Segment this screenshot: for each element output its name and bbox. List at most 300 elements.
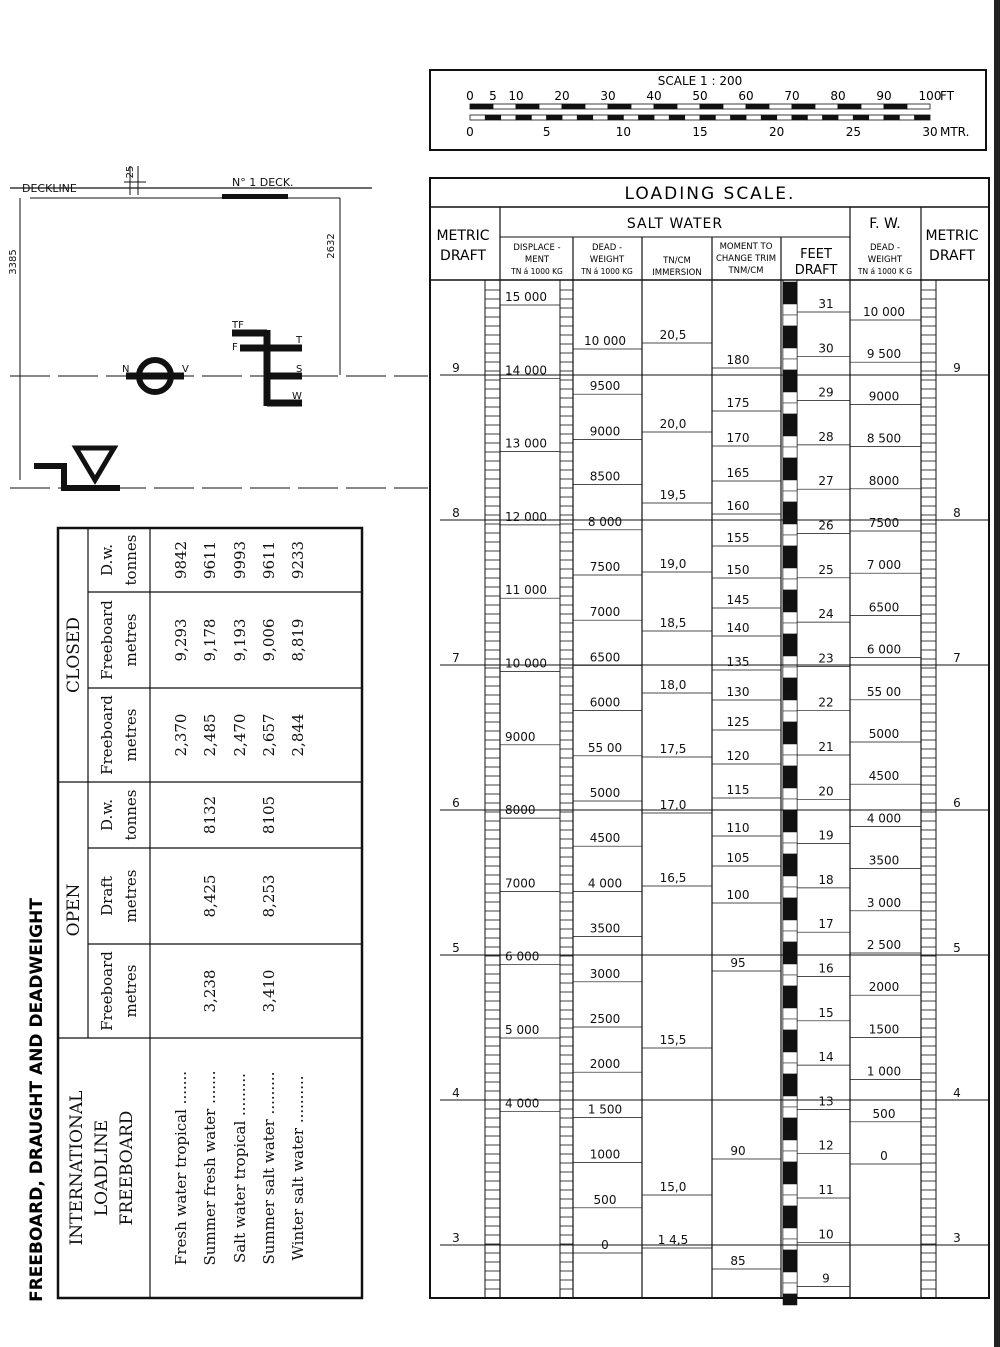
feet-ruler-block <box>783 1228 797 1239</box>
deadweight-value: 6500 <box>589 650 621 665</box>
deadweight-value: 55 00 <box>587 740 623 755</box>
feet-ruler-block <box>783 810 797 821</box>
feet-ruler-block <box>783 381 797 392</box>
feet-ruler-block <box>783 711 797 722</box>
displacement-value: 6 000 <box>505 949 540 964</box>
deadweight-value: 1 500 <box>587 1102 623 1117</box>
triangle-mark-icon <box>34 448 120 488</box>
deck-diagram <box>10 166 428 488</box>
feet-ruler-block <box>783 1019 797 1030</box>
fw-deadweight-header-1: DEAD - <box>869 243 901 253</box>
moment-value: 175 <box>726 396 750 410</box>
feet-ruler-block <box>783 832 797 843</box>
feet-ruler-block <box>783 1041 797 1052</box>
scale-metre-segment <box>562 115 577 120</box>
moment-value: 160 <box>726 499 750 513</box>
deadweight-value: 10 000 <box>584 334 626 348</box>
mark-f-label: F <box>232 342 238 353</box>
scale-feet-segment <box>723 104 746 109</box>
feet-ruler-block <box>783 645 797 656</box>
freeboard-row-label: Salt water tropical ......... <box>231 1073 249 1263</box>
feet-ruler-block <box>783 1239 797 1250</box>
deadweight-value: 5000 <box>589 786 621 800</box>
scale-metre-segment <box>777 115 792 120</box>
displacement-header-3: TN á 1000 KG <box>511 267 563 276</box>
moment-value: 150 <box>726 563 750 577</box>
feet-ruler-block <box>783 513 797 524</box>
moment-value: 90 <box>730 1144 746 1158</box>
feet-ruler-block <box>783 392 797 403</box>
scale-metre-segment <box>915 115 930 120</box>
freeboard-row-closed-dw: 9842 <box>172 540 190 580</box>
scale-metre-segment <box>761 115 776 120</box>
fw-deadweight-value: 1500 <box>868 1022 900 1037</box>
scale-feet-tick-8: 70 <box>784 89 800 103</box>
freeboard-row-closed-draft: 9,006 <box>260 618 278 662</box>
freeboard-row-open-draft: 8,253 <box>260 874 278 918</box>
feet-draft-value: 25 <box>818 562 834 577</box>
feet-ruler-block <box>783 491 797 502</box>
loading-scale <box>430 178 989 1305</box>
tncm-header-1: TN/CM <box>663 256 691 266</box>
scale-metre-segment <box>731 115 746 120</box>
feet-ruler-block <box>783 1063 797 1074</box>
deck-label: N° 1 DECK. <box>232 176 294 189</box>
feet-draft-value: 28 <box>818 429 834 444</box>
feet-ruler-block <box>783 502 797 513</box>
scale-feet-tick-5: 40 <box>646 89 662 103</box>
feet-draft-value: 9 <box>822 1271 830 1286</box>
freeboard-row-label: Summer salt water ......... <box>260 1071 278 1265</box>
sub-header-2-a: D.w. <box>98 798 116 832</box>
feet-ruler-block <box>783 777 797 788</box>
feet-ruler-block <box>783 414 797 425</box>
feet-ruler-block <box>783 678 797 689</box>
freeboard-row-closed-draft: 9,178 <box>201 618 219 662</box>
feet-draft-value: 16 <box>818 961 834 976</box>
fw-deadweight-value: 500 <box>872 1106 896 1121</box>
metric-draft-right-value: 7 <box>953 651 961 665</box>
scale-feet-segment <box>907 104 930 109</box>
scale-metre-segment <box>807 115 822 120</box>
freeboard-row-open-fb: 3,410 <box>260 969 278 1013</box>
feet-draft-header-1: FEET <box>800 247 832 262</box>
deadweight-value: 3000 <box>589 966 621 981</box>
tncm-value: 18,5 <box>659 616 687 630</box>
scale-metre-segment <box>654 115 669 120</box>
feet-draft-header-2: DRAFT <box>794 263 838 278</box>
deadweight-value: 8 000 <box>587 514 623 529</box>
fw-deadweight-value: 5000 <box>868 727 900 741</box>
feet-ruler-block <box>783 535 797 546</box>
scale-feet-segment <box>493 104 516 109</box>
freeboard-row-closed-fb: 2,844 <box>289 713 307 757</box>
scale-metre-segment <box>700 115 715 120</box>
intl-header-3: FREEBOARD <box>117 1110 137 1226</box>
scale-metre-segment <box>899 115 914 120</box>
feet-ruler-block <box>783 524 797 535</box>
scale-metre-segment <box>593 115 608 120</box>
moment-header-3: TNM/CM <box>728 266 764 276</box>
scale-metre-segment <box>823 115 838 120</box>
scale-metre-tick-0: 0 <box>466 125 474 139</box>
freeboard-row-closed-draft: 8,819 <box>289 618 307 662</box>
sub-header-5-b: tonnes <box>122 534 140 586</box>
moment-value: 120 <box>726 749 750 763</box>
sub-header-1-b: metres <box>122 869 140 923</box>
metric-draft-right-value: 3 <box>953 1231 961 1245</box>
displacement-value: 9000 <box>505 729 536 744</box>
feet-ruler-block <box>783 1272 797 1283</box>
scale-feet-segment <box>631 104 654 109</box>
metric-draft-right-value: 6 <box>953 796 961 810</box>
feet-ruler-block <box>783 964 797 975</box>
freeboard-row-closed-dw: 9233 <box>289 540 307 580</box>
fw-deadweight-value: 10 000 <box>863 305 905 319</box>
feet-ruler-block <box>783 1206 797 1217</box>
feet-ruler-block <box>783 854 797 865</box>
deadweight-header-3: TN á 1000 KG <box>581 267 633 276</box>
fw-deadweight-value: 2 500 <box>866 938 902 952</box>
metric-draft-right-1: METRIC <box>925 228 979 244</box>
feet-ruler-block <box>783 458 797 469</box>
metric-draft-right-2: DRAFT <box>929 248 975 264</box>
deadweight-value: 500 <box>593 1192 617 1207</box>
mark-w-label: W <box>292 391 302 402</box>
fw-deadweight-value: 4 000 <box>866 811 902 826</box>
scale-feet-segment <box>700 104 723 109</box>
feet-ruler-block <box>783 755 797 766</box>
feet-ruler-block <box>783 403 797 414</box>
moment-value: 170 <box>726 431 750 445</box>
scale-feet-segment <box>677 104 700 109</box>
fw-deadweight-value: 1 000 <box>866 1064 902 1079</box>
scale-feet-tick-3: 20 <box>554 89 570 103</box>
metric-draft-left-2: DRAFT <box>440 248 486 264</box>
intl-header-1: INTERNATIONAL <box>67 1090 87 1246</box>
feet-draft-value: 20 <box>818 784 834 799</box>
scale-feet-segment <box>539 104 562 109</box>
scale-feet-segment <box>861 104 884 109</box>
feet-ruler-block <box>783 425 797 436</box>
feet-ruler-block <box>783 1195 797 1206</box>
scale-metre-segment <box>838 115 853 120</box>
feet-ruler-block <box>783 799 797 810</box>
fw-deadweight-value: 7500 <box>868 516 900 530</box>
moment-value: 155 <box>726 531 750 545</box>
metric-draft-left-value: 5 <box>452 941 460 955</box>
feet-ruler-block <box>783 887 797 898</box>
feet-ruler-block <box>783 293 797 304</box>
feet-ruler-block <box>783 1008 797 1019</box>
feet-ruler-block <box>783 1173 797 1184</box>
deadweight-header-1: DEAD - <box>591 243 623 253</box>
scale-metre-segment <box>669 115 684 120</box>
displacement-value: 7000 <box>505 876 536 891</box>
freeboard-row-label: Summer fresh water ....... <box>201 1070 219 1266</box>
scale-metre-unit: MTR. <box>940 125 970 139</box>
displacement-value: 4 000 <box>505 1096 540 1111</box>
mark-v-label: V <box>182 364 189 375</box>
feet-draft-value: 30 <box>818 341 834 356</box>
scale-feet-tick-1: 5 <box>489 89 497 103</box>
intl-header-2: LOADLINE <box>92 1119 112 1217</box>
metric-draft-right-value: 8 <box>953 506 961 520</box>
moment-value: 105 <box>726 851 750 865</box>
fw-deadweight-value: 3 000 <box>866 895 902 910</box>
feet-ruler-block <box>783 766 797 777</box>
deadweight-value: 6000 <box>589 695 621 710</box>
moment-value: 125 <box>726 715 750 729</box>
feet-draft-value: 19 <box>818 828 834 843</box>
sub-header-0-b: metres <box>122 964 140 1018</box>
scale-feet-tick-4: 30 <box>600 89 616 103</box>
feet-ruler-block <box>783 282 797 293</box>
deadweight-value: 7500 <box>589 560 621 574</box>
feet-ruler-block <box>783 1217 797 1228</box>
fresh-water-header: F. W. <box>869 216 901 232</box>
tncm-value: 17,0 <box>659 798 687 812</box>
metric-draft-left-value: 4 <box>452 1086 460 1100</box>
fw-deadweight-value: 4500 <box>868 769 900 784</box>
feet-ruler-block <box>783 601 797 612</box>
feet-ruler-block <box>783 1261 797 1272</box>
feet-draft-value: 12 <box>818 1138 834 1153</box>
deadweight-value: 9000 <box>589 424 621 439</box>
scale-feet-segment <box>470 104 493 109</box>
displacement-value: 15 000 <box>505 290 547 304</box>
moment-value: 145 <box>726 593 750 607</box>
scale-feet-tick-11: 100 <box>918 89 942 103</box>
feet-ruler-block <box>783 590 797 601</box>
moment-value: 135 <box>726 655 750 669</box>
moment-header-2: CHANGE TRIM <box>715 254 777 264</box>
moment-header-1: MOMENT TO <box>719 242 773 252</box>
scale-feet-segment <box>792 104 815 109</box>
metric-draft-left-value: 3 <box>452 1231 460 1245</box>
feet-draft-value: 24 <box>818 607 834 622</box>
feet-ruler-block <box>783 667 797 678</box>
freeboard-row-closed-fb: 2,657 <box>260 713 278 757</box>
scale-metre-segment <box>853 115 868 120</box>
feet-ruler-block <box>783 447 797 458</box>
tncm-value: 16,5 <box>659 871 687 885</box>
deadweight-value: 9500 <box>589 379 621 394</box>
feet-ruler-block <box>783 1151 797 1162</box>
tncm-value: 1 4,5 <box>657 1233 689 1247</box>
displacement-value: 8000 <box>505 803 536 818</box>
sheet-edge <box>994 0 1000 1347</box>
fw-deadweight-value: 7 000 <box>866 558 902 573</box>
feet-ruler-block <box>783 348 797 359</box>
feet-ruler-block <box>783 480 797 491</box>
fw-deadweight-header-3: TN á 1000 K G <box>857 267 913 276</box>
feet-ruler-block <box>783 876 797 887</box>
feet-ruler-block <box>783 843 797 854</box>
tncm-value: 17,5 <box>659 742 687 756</box>
feet-ruler-block <box>783 744 797 755</box>
feet-ruler-block <box>783 931 797 942</box>
feet-ruler-block <box>783 326 797 337</box>
metric-draft-right-value: 5 <box>953 941 961 955</box>
freeboard-table <box>27 528 362 1302</box>
metric-draft-right-value: 4 <box>953 1086 961 1100</box>
scale-metre-tick-5: 25 <box>845 125 861 139</box>
displacement-value: 14 000 <box>505 363 547 378</box>
scale-metre-segment <box>470 115 485 120</box>
freeboard-row-closed-fb: 2,485 <box>201 713 219 757</box>
feet-ruler-block <box>783 557 797 568</box>
feet-draft-value: 17 <box>818 917 834 932</box>
displacement-value: 10 000 <box>505 656 547 671</box>
moment-value: 140 <box>726 621 750 635</box>
scale-feet-segment <box>884 104 907 109</box>
scale-feet-bar <box>470 104 930 109</box>
feet-ruler-block <box>783 1283 797 1294</box>
fw-deadweight-value: 6 000 <box>866 642 902 657</box>
dim-2632-label: 2632 <box>326 233 337 259</box>
fw-deadweight-value: 0 <box>880 1149 888 1163</box>
freeboard-row-closed-dw: 9993 <box>231 540 249 580</box>
scale-feet-tick-2: 10 <box>508 89 524 103</box>
deadweight-value: 8500 <box>589 469 621 484</box>
feet-ruler-block <box>783 623 797 634</box>
metric-draft-left-value: 8 <box>452 506 460 520</box>
feet-ruler-block <box>783 436 797 447</box>
scale-feet-segment <box>516 104 539 109</box>
scale-metre-segment <box>623 115 638 120</box>
fw-deadweight-value: 55 00 <box>866 684 902 699</box>
freeboard-row-label: Winter salt water .......... <box>289 1075 307 1261</box>
tncm-value: 18,0 <box>659 678 687 692</box>
feet-ruler-block <box>783 1096 797 1107</box>
feet-draft-value: 14 <box>818 1050 834 1065</box>
displacement-value: 5 000 <box>505 1023 540 1037</box>
scale-values <box>452 290 961 1287</box>
moment-value: 130 <box>726 685 750 699</box>
feet-draft-value: 27 <box>818 474 834 489</box>
deadweight-value: 4 000 <box>587 876 623 891</box>
feet-ruler-block <box>783 909 797 920</box>
feet-ruler-block <box>783 865 797 876</box>
scale-metre-segment <box>501 115 516 120</box>
scale-feet-unit: FT <box>940 89 955 103</box>
open-header: OPEN <box>64 883 84 937</box>
scale-metre-tick-6: 30 <box>922 125 938 139</box>
fw-deadweight-value: 8000 <box>868 473 900 488</box>
deadweight-value: 4500 <box>589 831 621 846</box>
scale-metre-segment <box>685 115 700 120</box>
feet-draft-value: 23 <box>818 651 834 666</box>
freeboard-row-open-fb: 3,238 <box>201 969 219 1013</box>
feet-draft-value: 13 <box>818 1094 834 1109</box>
feet-ruler-block <box>783 986 797 997</box>
scale-metre-segment <box>869 115 884 120</box>
feet-ruler-block <box>783 920 797 931</box>
tncm-value: 19,0 <box>659 557 687 571</box>
deadweight-header-2: WEIGHT <box>589 255 625 265</box>
sub-header-3-b: metres <box>122 708 140 762</box>
sub-header-0-a: Freeboard <box>98 951 116 1031</box>
metric-draft-left-1: METRIC <box>436 228 490 244</box>
tncm-value: 19,5 <box>659 488 687 502</box>
fw-deadweight-header-2: WEIGHT <box>867 255 903 265</box>
tncm-header-2: IMMERSION <box>652 268 702 278</box>
displacement-value: 12 000 <box>505 509 547 524</box>
tncm-value: 15,5 <box>659 1033 687 1047</box>
fw-deadweight-value: 8 500 <box>866 431 902 446</box>
feet-ruler-block <box>783 1129 797 1140</box>
feet-ruler-block <box>783 821 797 832</box>
scale-feet-segment <box>838 104 861 109</box>
feet-draft-value: 15 <box>818 1005 834 1020</box>
mark-tf-label: TF <box>232 320 244 331</box>
scale-metre-segment <box>531 115 546 120</box>
scale-bar-title: SCALE 1 : 200 <box>657 74 743 88</box>
feet-ruler-block <box>783 722 797 733</box>
feet-ruler-block <box>783 700 797 711</box>
scale-metre-segment <box>792 115 807 120</box>
feet-ruler-block <box>783 689 797 700</box>
feet-ruler-block <box>783 469 797 480</box>
feet-ruler-block <box>783 788 797 799</box>
freeboard-row-closed-draft: 9,193 <box>231 618 249 662</box>
moment-value: 115 <box>726 783 750 797</box>
deckline-label: DECKLINE <box>22 182 77 195</box>
loading-scale-title: LOADING SCALE. <box>624 184 796 204</box>
deadweight-value: 0 <box>601 1238 609 1252</box>
feet-draft-value: 29 <box>818 385 834 400</box>
moment-value: 95 <box>730 956 746 970</box>
dim-3385-label: 3385 <box>8 249 19 275</box>
sub-header-3-a: Freeboard <box>98 695 116 775</box>
feet-ruler-block <box>783 315 797 326</box>
scale-feet-tick-6: 50 <box>692 89 708 103</box>
freeboard-row-closed-fb: 2,370 <box>172 713 190 757</box>
scale-feet-segment <box>585 104 608 109</box>
salt-water-header: SALT WATER <box>626 216 724 232</box>
sub-header-5-a: D.w. <box>98 543 116 577</box>
sub-header-4-b: metres <box>122 613 140 667</box>
fw-deadweight-value: 9000 <box>868 389 900 404</box>
fw-deadweight-value: 2000 <box>868 980 900 995</box>
scale-metre-tick-2: 10 <box>615 125 631 139</box>
scale-metre-tick-3: 15 <box>692 125 708 139</box>
freeboard-row-open-dw: 8132 <box>201 795 219 835</box>
feet-ruler-block <box>783 1294 797 1305</box>
fw-deadweight-value: 3500 <box>868 853 900 868</box>
moment-value: 180 <box>726 353 750 367</box>
tncm-value: 20,0 <box>659 417 687 431</box>
sub-header-2-b: tonnes <box>122 789 140 841</box>
feet-ruler-block <box>783 1030 797 1041</box>
feet-ruler-block <box>783 1162 797 1173</box>
scale-metre-segment <box>884 115 899 120</box>
feet-ruler-block <box>783 337 797 348</box>
deadweight-value: 1000 <box>589 1147 621 1162</box>
freeboard-row-closed-dw: 9611 <box>201 540 219 580</box>
feet-draft-value: 21 <box>818 740 834 754</box>
fw-deadweight-value: 9 500 <box>866 347 902 362</box>
scale-feet-segment <box>769 104 792 109</box>
feet-ruler-block <box>783 733 797 744</box>
moment-value: 85 <box>730 1254 746 1268</box>
deadweight-value: 3500 <box>589 921 621 936</box>
feet-ruler-block <box>783 546 797 557</box>
scale-metre-segment <box>715 115 730 120</box>
scale-bar <box>430 70 986 150</box>
scale-metre-ticks <box>466 125 937 139</box>
